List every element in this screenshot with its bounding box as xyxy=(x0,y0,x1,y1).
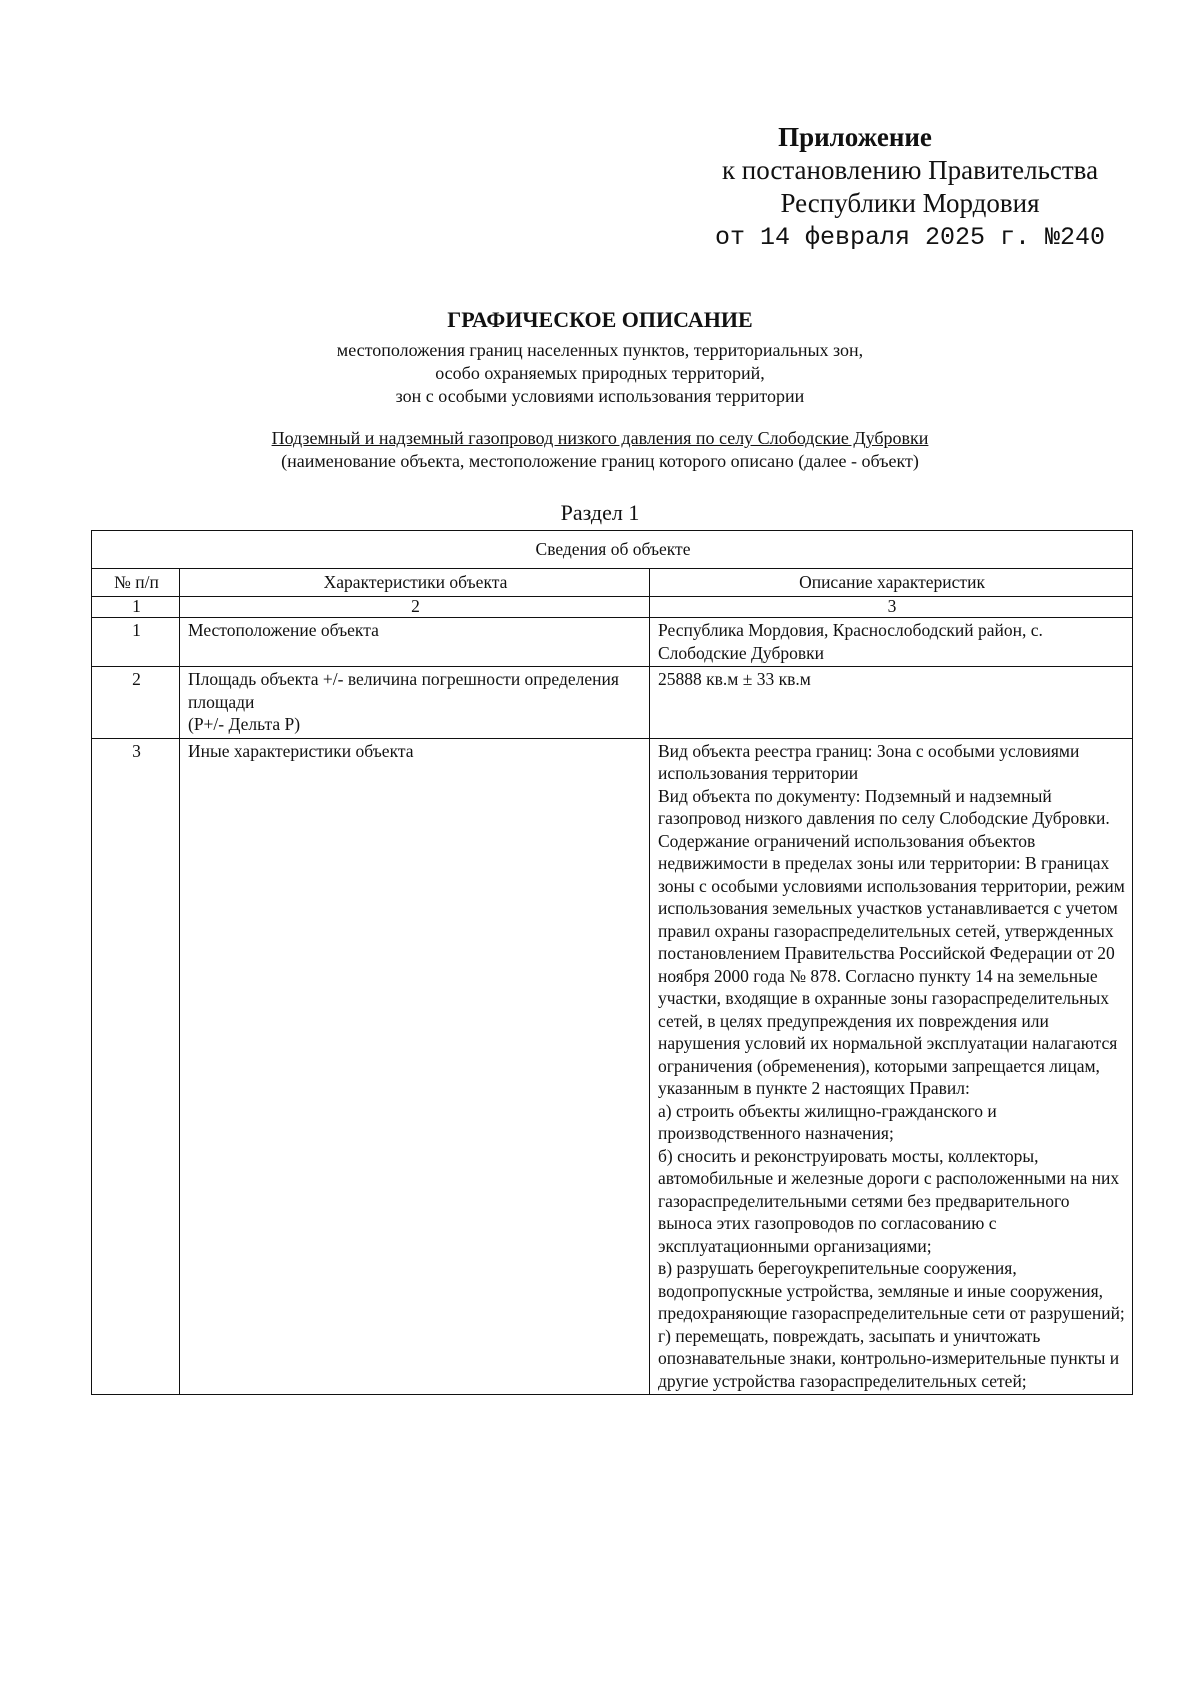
description-paragraph: Вид объекта по документу: Подземный и надземный газопровод низкого давления по селу Слободские Дубровки. xyxy=(658,785,1110,828)
column-header-description: Описание характеристик xyxy=(650,569,1133,597)
object-name-block xyxy=(0,427,1200,473)
description-paragraph: 25888 кв.м ± 33 кв.м xyxy=(658,669,811,689)
appendix-line-2: Республики Мордовия xyxy=(780,188,1040,218)
column-number-2: 2 xyxy=(180,597,650,618)
document-subtitle-line-2: особо охраняемых природных территорий, xyxy=(435,363,765,383)
appendix-block xyxy=(680,120,1140,256)
description-paragraph: а) строить объекты жилищно-гражданского и производственного назначения; xyxy=(658,1100,997,1143)
column-number-3: 3 xyxy=(650,597,1133,618)
table-row xyxy=(92,667,1133,739)
row-description xyxy=(650,667,1133,739)
description-paragraph: б) сносить и реконструировать мосты, коллекторы, автомобильные и железные дороги с расположенными на них газораспределительными сетями без предварительного выноса этих газопроводов по согласованию с эксплуатационными организациями; xyxy=(658,1145,1120,1256)
object-info-table xyxy=(91,530,1133,1395)
description-paragraph: г) перемещать, повреждать, засыпать и уничтожать опознавательные знаки, контрольно-измерительные пункты и другие устройства газораспределительных сетей; xyxy=(658,1325,1120,1391)
description-paragraph: Республика Мордовия, Краснослободский район, с. Слободские Дубровки xyxy=(658,620,1043,663)
row-description xyxy=(650,618,1133,667)
description-paragraph: Вид объекта реестра границ: Зона с особыми условиями использования территории xyxy=(658,740,1080,783)
characteristic-line: Площадь объекта +/- величина погрешности определения площади xyxy=(188,669,619,712)
object-name: Подземный и надземный газопровод низкого давления по селу Слободские Дубровки xyxy=(271,428,929,448)
row-description xyxy=(650,738,1133,1395)
column-number-row xyxy=(92,597,1133,618)
appendix-line-1: к постановлению Правительства xyxy=(721,155,1099,185)
row-number: 2 xyxy=(92,667,180,739)
appendix-title: Приложение xyxy=(778,122,932,152)
description-paragraph: Содержание ограничений использования объектов недвижимости в пределах зоны или территории: В границах зоны с особыми условиями использования территории, режим использования земельных участков устанавливается с учетом правил охраны газораспределительных сетей, утвержденных постановлением Правительства Российской Федерации от 20 ноября 2000 года № 878. Согласно пункту 14 на земельные участки, входящие в охранные зоны газораспределительных сетей, в целях предупреждения их повреждения или нарушения условий их нормальной эксплуатации налагаются ограничения (обременения), которыми запрещается лицам, указанным в пункте 2 настоящих Правил: xyxy=(658,830,1125,1098)
column-header-row xyxy=(92,569,1133,597)
document-title: ГРАФИЧЕСКОЕ ОПИСАНИЕ xyxy=(447,307,753,332)
row-number: 3 xyxy=(92,738,180,1395)
row-characteristic xyxy=(180,667,650,739)
row-characteristic: Местоположение объекта xyxy=(180,618,650,667)
section-label: Раздел 1 xyxy=(560,500,640,525)
table-title: Сведения об объекте xyxy=(92,531,1133,569)
row-characteristic: Иные характеристики объекта xyxy=(180,738,650,1395)
row-number: 1 xyxy=(92,618,180,667)
object-name-note: (наименование объекта, местоположение границ которого описано (далее - объект) xyxy=(281,451,919,471)
table-title-row xyxy=(92,531,1133,569)
column-header-number: № п/п xyxy=(92,569,180,597)
description-paragraph: в) разрушать берегоукрепительные сооружения, водопропускные устройства, земляные и иные сооружения, предохраняющие газораспределительные сети от разрушений; xyxy=(658,1258,1125,1323)
characteristic-line: (Р+/- Дельта Р) xyxy=(188,714,301,734)
table-row xyxy=(92,618,1133,667)
column-header-characteristic: Характеристики объекта xyxy=(180,569,650,597)
table-row xyxy=(92,738,1133,1395)
column-number-1: 1 xyxy=(92,597,180,618)
document-subtitle-line-3: зон с особыми условиями использования территории xyxy=(395,386,805,406)
decree-reference: от 14 февраля 2025 г. №240 xyxy=(714,223,1106,252)
document-subtitle-line-1: местоположения границ населенных пунктов, территориальных зон, xyxy=(336,340,864,360)
